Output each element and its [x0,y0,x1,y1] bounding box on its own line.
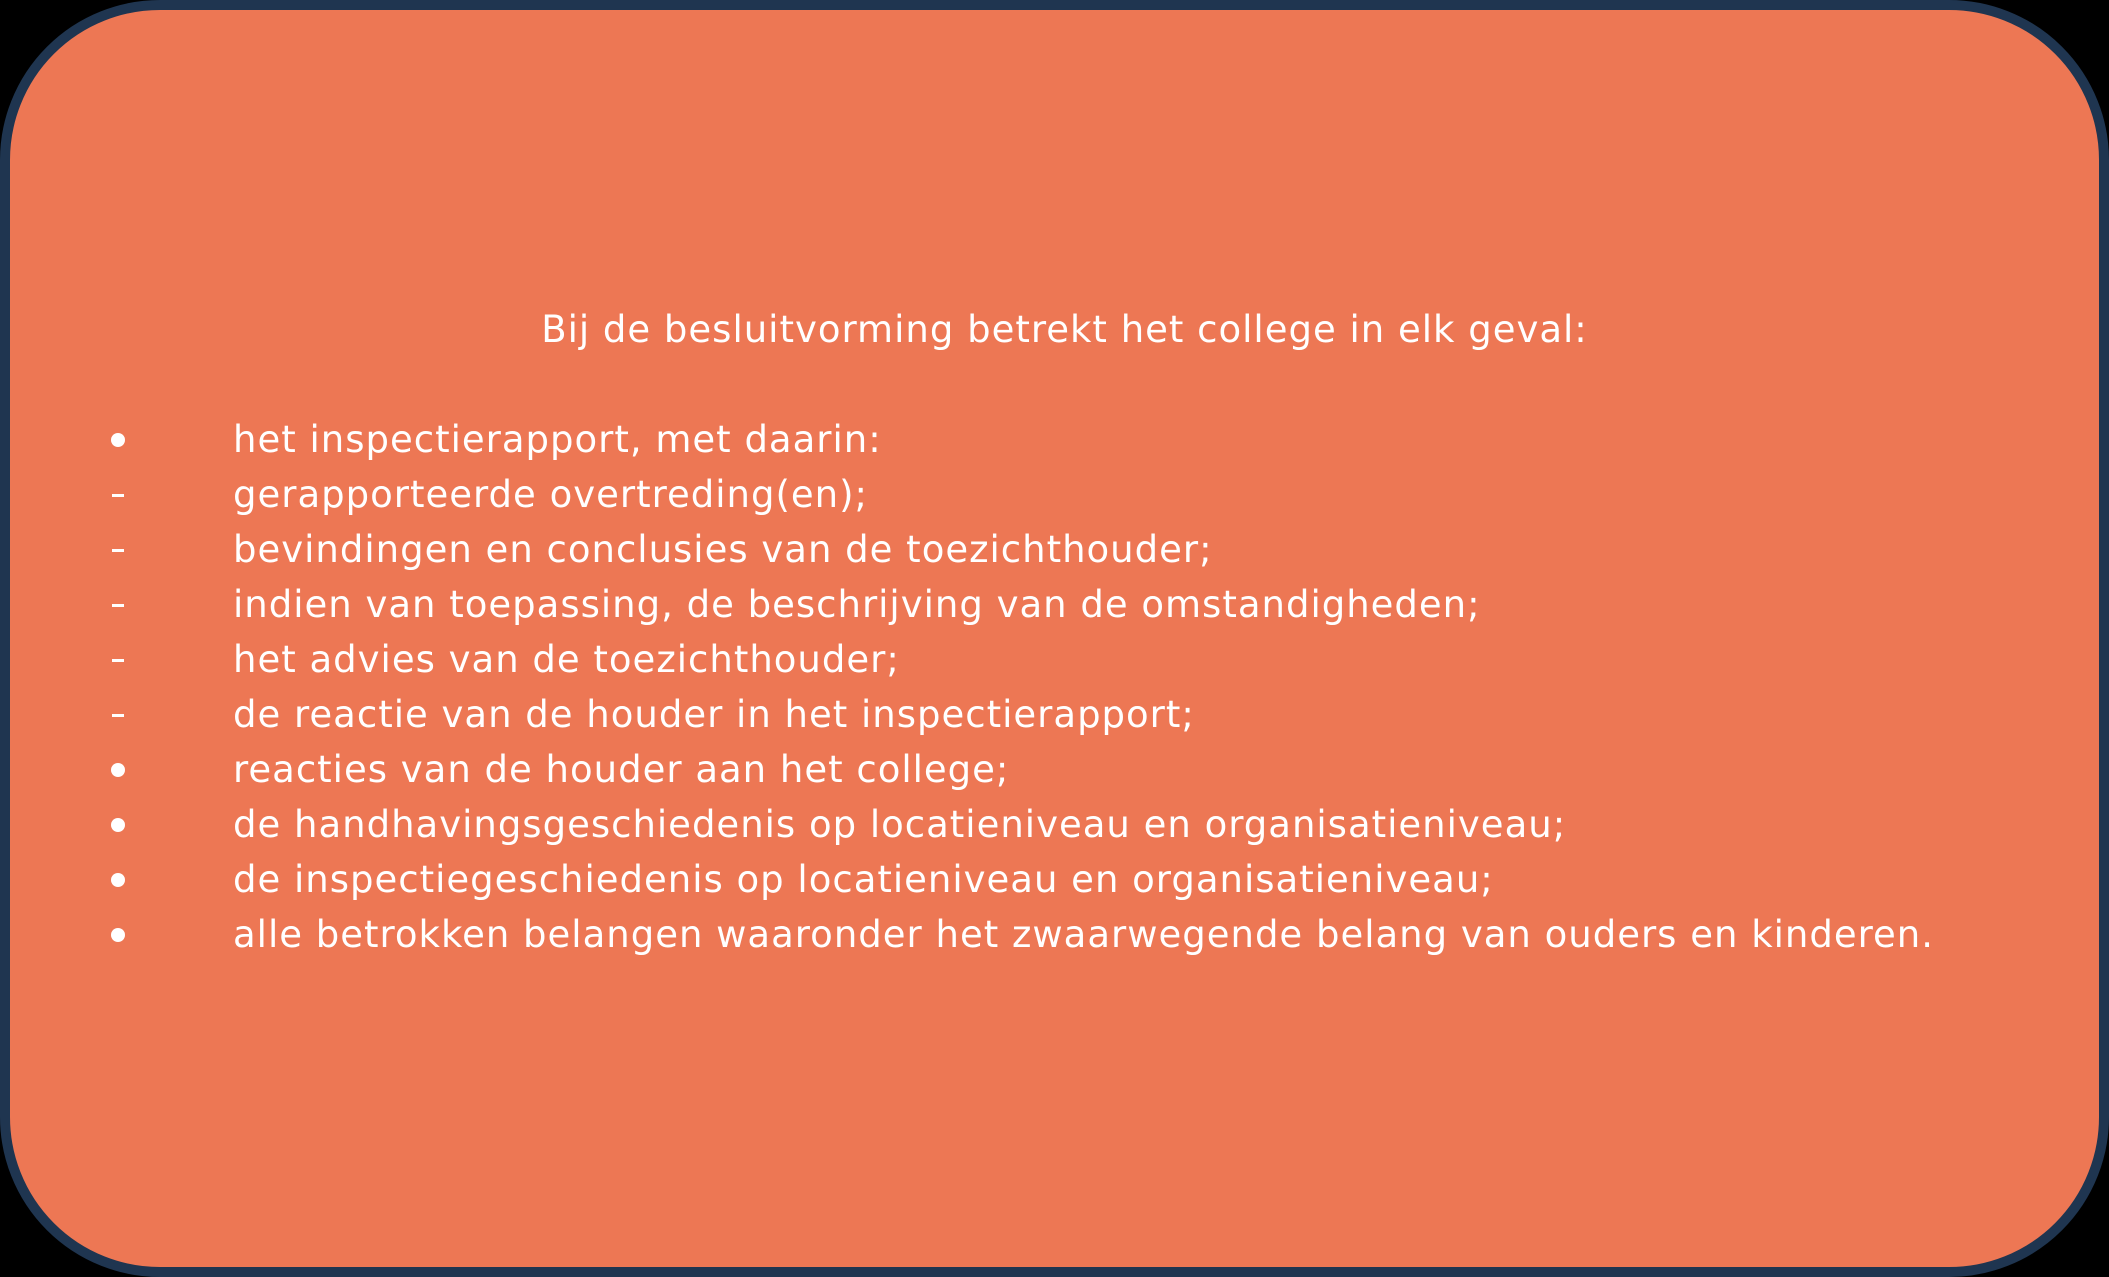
card-heading: Bij de besluitvorming betrekt het college in elk geval: [541,308,1588,351]
list-item-text: bevindingen en conclusies van de toezichthouder; [233,528,1213,571]
list-item-text: het advies van de toezichthouder; [233,638,900,681]
list-item [10,467,2109,522]
list-item [10,577,2109,632]
list-item-text: gerapporteerde overtreding(en); [233,473,868,516]
list-item [10,687,2109,742]
criteria-list [10,412,2109,962]
list-item-text: reacties van de houder aan het college; [233,748,1010,791]
list-item [10,412,2109,467]
list-item-text: alle betrokken belangen waaronder het zwaarwegende belang van ouders en kinderen. [233,913,1934,956]
list-item-text: indien van toepassing, de beschrijving van de omstandigheden; [233,583,1481,626]
list-item-text: de inspectiegeschiedenis op locatieniveau en organisatieniveau; [233,858,1494,901]
list-item [10,522,2109,577]
list-item [10,907,2109,962]
list-item [10,632,2109,687]
list-item [10,742,2109,797]
list-item [10,797,2109,852]
list-item-text: het inspectierapport, met daarin: [233,418,882,461]
list-item-text: de reactie van de houder in het inspectierapport; [233,693,1195,736]
list-item-text: de handhavingsgeschiedenis op locatieniveau en organisatieniveau; [233,803,1567,846]
list-item [10,852,2109,907]
